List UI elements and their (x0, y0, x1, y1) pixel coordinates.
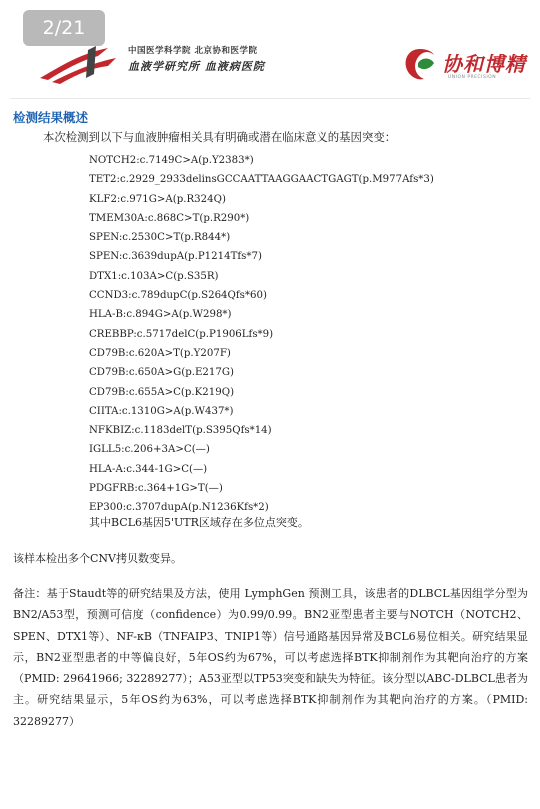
brand-logo-icon (400, 45, 440, 85)
variant-item: TET2:c.2929_2933delinsGCCAATTAAGGAACTGAGT(p.M977Afs*3) (89, 174, 434, 186)
variant-item: EP300:c.3707dupA(p.N1236Kfs*2) (89, 502, 269, 514)
variant-list (89, 151, 434, 518)
cnv-note: 该样本检出多个CNV拷贝数变异。 (13, 552, 182, 565)
intro-text: 本次检测到以下与血液肿瘤相关具有明确或潜在临床意义的基因突变： (43, 130, 397, 144)
variant-item: CD79B:c.620A>T(p.Y207F) (89, 347, 231, 359)
variant-item: SPEN:c.2530C>T(p.R844*) (89, 232, 231, 244)
variant-item: SPEN:c.3639dupA(p.P1214Tfs*7) (89, 251, 262, 263)
variant-item: CREBBP:c.5717delC(p.P1906Lfs*9) (89, 328, 274, 340)
variant-item: PDGFRB:c.364+1G>T(—) (89, 483, 223, 495)
variant-item: CD79B:c.655A>C(p.K219Q) (89, 386, 235, 398)
variant-item: TMEM30A:c.868C>T(p.R290*) (89, 212, 250, 224)
variant-item: NFKBIZ:c.1183delT(p.S395Qfs*14) (89, 425, 272, 437)
remark-paragraph: 备注：基于Staudt等的研究结果及方法，使用 LymphGen 预测工具，该患者的DLBCL基因组学分型为BN2/A53型，预测可信度（confidence）为0.99/0.99。BN2亚型患者主要与NOTCH（NOTCH2、SPEN、DTX1等）、NF-κB（TNFAIP3、TNIP1等）信号通路基因异常及BCL6易位相关。研究结果显示，BN2亚型患者的中等偏良好，5年OS约为67%，可以考虑选择BTK抑制剂作为其靶向治疗的方案（PMID: 29641966; 32289277）；A53亚型以TP53突变和缺失为特征。该分型以ABC-DLBCL患者为主。研究结果显示，5年OS约为63%，可以考虑选择BTK抑制剂作为其靶向治疗的方案。（PMID: 32289277） (13, 587, 528, 728)
variant-item: CIITA:c.1310G>A(p.W437*) (89, 405, 234, 417)
institution-line-2: 血液学研究所 血液病医院 (128, 60, 265, 73)
variant-item: KLF2:c.971G>A(p.R324Q) (89, 193, 226, 205)
variant-item: HLA-B:c.894G>A(p.W298*) (89, 309, 232, 321)
brand-name: 协和博精 (442, 52, 526, 76)
variant-item: CCND3:c.789dupC(p.S264Qfs*60) (89, 290, 267, 302)
variant-item: NOTCH2:c.7149C>A(p.Y2383*) (89, 155, 254, 166)
variant-item: HLA-A:c.344-1G>C(—) (89, 463, 208, 475)
page-indicator: 2/21 (23, 10, 105, 46)
institution-line-1: 中国医学科学院 北京协和医学院 (128, 46, 258, 56)
variant-item: IGLL5:c.206+3A>C(—) (89, 444, 210, 456)
bcl6-note: 其中BCL6基因5'UTR区域存在多位点突变。 (89, 516, 309, 529)
variant-item: DTX1:c.103A>C(p.S35R) (89, 270, 219, 282)
variant-item: CD79B:c.650A>G(p.E217G) (89, 367, 234, 379)
institution-name (128, 46, 303, 72)
header-divider (10, 98, 530, 99)
section-title: 检测结果概述 (13, 110, 89, 125)
brand-subtitle: UNION PRECISION (448, 75, 497, 80)
